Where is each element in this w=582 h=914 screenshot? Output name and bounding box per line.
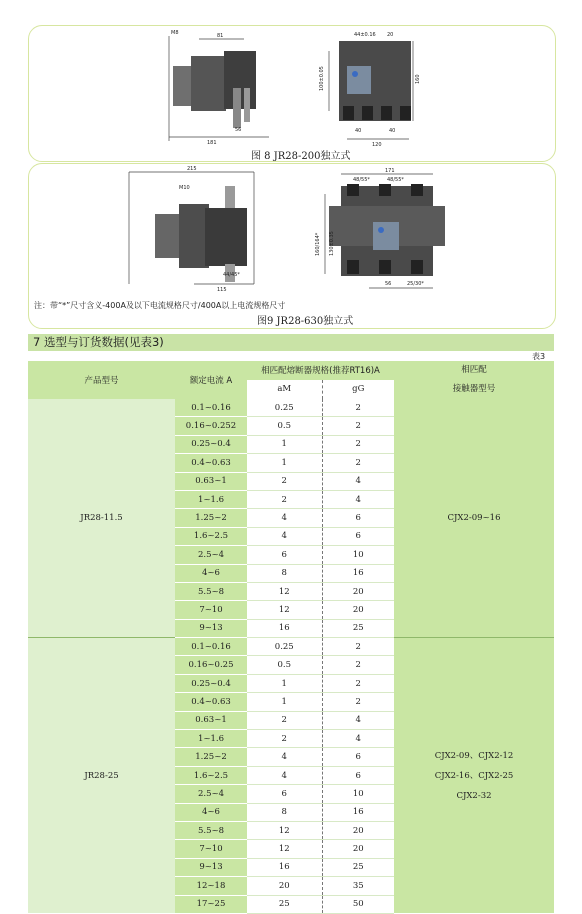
cell-gg: 2 xyxy=(322,674,394,692)
contactor-model: CJX2-16、CJX2-25 xyxy=(434,770,514,781)
cell-am: 4 xyxy=(247,527,322,545)
fig8-dim-81: 81 xyxy=(217,33,224,39)
fig9-dim-m10: M10 xyxy=(179,185,190,191)
cell-rated-current: 5.5~8 xyxy=(175,821,247,839)
cell-rated-current: 0.63~1 xyxy=(175,711,247,729)
fig9-dim-48b: 48/55* xyxy=(387,177,404,183)
cell-gg: 20 xyxy=(322,582,394,600)
table-row xyxy=(28,399,554,417)
figure-9-caption: 图9 JR28-630独立式 xyxy=(257,316,354,327)
cell-gg: 4 xyxy=(322,490,394,508)
fig9-dim-115: 115 xyxy=(217,287,227,293)
header-fuse-spec: 相匹配熔断器规格(推荐RT16)A xyxy=(247,361,394,380)
fig8-dim-100: 100±0.05 xyxy=(319,66,325,91)
cell-am: 16 xyxy=(247,619,322,637)
fig9-dim-215: 215 xyxy=(187,166,197,172)
cell-rated-current: 17~25 xyxy=(175,895,247,913)
cell-rated-current: 0.63~1 xyxy=(175,472,247,490)
cell-rated-current: 0.4~0.63 xyxy=(175,454,247,472)
cell-gg: 6 xyxy=(322,766,394,784)
cell-am: 20 xyxy=(247,877,322,895)
cell-rated-current: 0.25~0.4 xyxy=(175,674,247,692)
cell-gg: 10 xyxy=(322,546,394,564)
cell-am: 12 xyxy=(247,821,322,839)
cell-gg: 20 xyxy=(322,840,394,858)
cell-rated-current: 7~10 xyxy=(175,840,247,858)
cell-rated-current: 0.25~0.4 xyxy=(175,435,247,453)
cell-product-model: JR28-11.5 xyxy=(28,399,175,638)
fig9-dim-25: 25/30* xyxy=(407,281,424,287)
cell-rated-current: 9~13 xyxy=(175,858,247,876)
cell-rated-current: 9~13 xyxy=(175,619,247,637)
cell-am: 1 xyxy=(247,693,322,711)
cell-gg: 50 xyxy=(322,895,394,913)
cell-gg: 2 xyxy=(322,693,394,711)
fig8-dim-160: 160 xyxy=(415,74,421,84)
fig9-dim-130: 130±0.35 xyxy=(329,231,335,256)
cell-gg: 35 xyxy=(322,877,394,895)
figure-8-frame xyxy=(28,25,556,162)
fig9-dim-56: 56 xyxy=(385,281,392,287)
cell-gg: 25 xyxy=(322,619,394,637)
cell-contactor xyxy=(394,638,554,914)
cell-gg: 2 xyxy=(322,417,394,435)
cell-gg: 16 xyxy=(322,803,394,821)
fig8-dim-44: 44±0.16 xyxy=(354,32,376,38)
cell-rated-current: 2.5~4 xyxy=(175,785,247,803)
table-body xyxy=(28,399,554,913)
cell-gg: 10 xyxy=(322,785,394,803)
cell-rated-current: 2.5~4 xyxy=(175,546,247,564)
header-product-model: 产品型号 xyxy=(28,361,175,399)
cell-gg: 2 xyxy=(322,399,394,417)
cell-rated-current: 1~1.6 xyxy=(175,730,247,748)
cell-gg: 25 xyxy=(322,858,394,876)
cell-am: 2 xyxy=(247,490,322,508)
cell-gg: 6 xyxy=(322,509,394,527)
fig8-dim-181: 181 xyxy=(207,140,217,146)
fig8-dim-120: 120 xyxy=(372,142,382,148)
cell-am: 0.5 xyxy=(247,656,322,674)
cell-gg: 4 xyxy=(322,711,394,729)
contactor-model: CJX2-09、CJX2-12 xyxy=(434,750,514,761)
cell-gg: 6 xyxy=(322,527,394,545)
cell-rated-current: 1.6~2.5 xyxy=(175,766,247,784)
cell-gg: 2 xyxy=(322,638,394,656)
header-gg: gG xyxy=(322,380,394,399)
cell-am: 2 xyxy=(247,730,322,748)
selection-table xyxy=(28,361,554,914)
cell-rated-current: 0.1~0.16 xyxy=(175,638,247,656)
fig9-dim-171: 171 xyxy=(385,168,395,174)
contactor-model: CJX2-09~16 xyxy=(447,513,501,524)
cell-am: 0.25 xyxy=(247,638,322,656)
cell-rated-current: 0.1~0.16 xyxy=(175,399,247,417)
cell-am: 6 xyxy=(247,785,322,803)
cell-am: 8 xyxy=(247,803,322,821)
cell-gg: 16 xyxy=(322,564,394,582)
cell-contactor xyxy=(394,399,554,638)
figure-9-frame xyxy=(28,163,556,329)
header-am: aM xyxy=(247,380,322,399)
table-row xyxy=(28,638,554,656)
cell-am: 12 xyxy=(247,601,322,619)
cell-am: 8 xyxy=(247,564,322,582)
cell-am: 6 xyxy=(247,546,322,564)
fig8-dim-m8: M8 xyxy=(171,30,179,36)
cell-am: 2 xyxy=(247,472,322,490)
cell-am: 4 xyxy=(247,748,322,766)
section-title: 7 选型与订货数据(见表3) xyxy=(28,334,554,351)
cell-am: 12 xyxy=(247,840,322,858)
fig8-dim-20: 20 xyxy=(387,32,394,38)
cell-rated-current: 4~6 xyxy=(175,564,247,582)
cell-rated-current: 1.6~2.5 xyxy=(175,527,247,545)
header-contactor-line2: 接触器型号 xyxy=(452,384,496,394)
cell-rated-current: 0.4~0.63 xyxy=(175,693,247,711)
fig8-dim-56: 56 xyxy=(235,127,242,133)
cell-rated-current: 4~6 xyxy=(175,803,247,821)
fig8-dim-40b: 40 xyxy=(389,128,396,134)
cell-gg: 20 xyxy=(322,601,394,619)
fig9-dim-48a: 48/55* xyxy=(353,177,370,183)
cell-am: 4 xyxy=(247,766,322,784)
cell-rated-current: 5.5~8 xyxy=(175,582,247,600)
cell-rated-current: 12~18 xyxy=(175,877,247,895)
cell-product-model: JR28-25 xyxy=(28,638,175,914)
cell-gg: 2 xyxy=(322,454,394,472)
cell-rated-current: 1~1.6 xyxy=(175,490,247,508)
header-rated-current: 额定电流 A xyxy=(175,361,247,399)
cell-rated-current: 0.16~0.25 xyxy=(175,656,247,674)
cell-gg: 4 xyxy=(322,472,394,490)
cell-rated-current: 1.25~2 xyxy=(175,748,247,766)
cell-am: 0.5 xyxy=(247,417,322,435)
cell-gg: 20 xyxy=(322,821,394,839)
cell-am: 1 xyxy=(247,674,322,692)
cell-rated-current: 0.16~0.252 xyxy=(175,417,247,435)
cell-gg: 4 xyxy=(322,730,394,748)
fig9-dim-44: 44/45* xyxy=(223,272,240,278)
figure-8-caption: 图 8 JR28-200独立式 xyxy=(251,151,351,162)
cell-gg: 2 xyxy=(322,656,394,674)
cell-rated-current: 1.25~2 xyxy=(175,509,247,527)
cell-am: 0.25 xyxy=(247,399,322,417)
header-contactor xyxy=(394,361,554,399)
figure-8-drawing xyxy=(29,26,555,161)
cell-am: 4 xyxy=(247,509,322,527)
cell-am: 1 xyxy=(247,435,322,453)
contactor-model: CJX2-32 xyxy=(456,790,492,801)
figure-9-note: 注：带“*”尺寸含义-400A及以下电流规格尺寸/400A以上电流规格尺寸 xyxy=(34,301,286,310)
fig8-dim-40a: 40 xyxy=(355,128,362,134)
fig9-dim-160: 160/164* xyxy=(315,232,321,256)
cell-am: 2 xyxy=(247,711,322,729)
cell-gg: 2 xyxy=(322,435,394,453)
cell-am: 16 xyxy=(247,858,322,876)
cell-am: 12 xyxy=(247,582,322,600)
cell-rated-current: 7~10 xyxy=(175,601,247,619)
header-contactor-line1: 相匹配 xyxy=(461,365,487,375)
cell-gg: 6 xyxy=(322,748,394,766)
table-label: 表3 xyxy=(532,352,546,361)
cell-am: 25 xyxy=(247,895,322,913)
cell-am: 1 xyxy=(247,454,322,472)
